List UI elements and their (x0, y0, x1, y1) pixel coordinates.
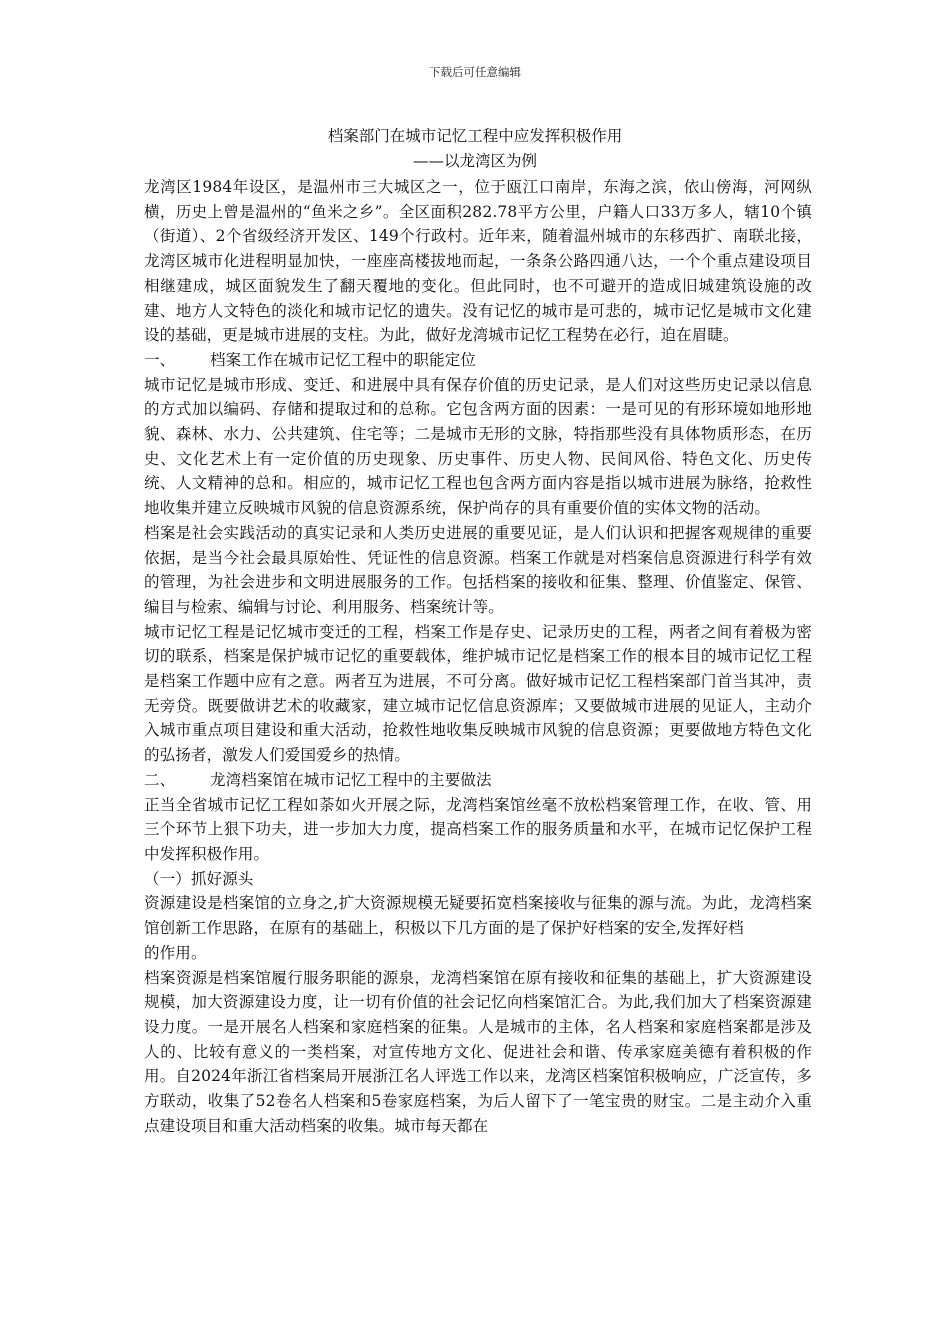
title-block (0, 124, 950, 174)
section-heading (144, 768, 812, 793)
header-note: 下载后可任意编辑 (429, 65, 521, 79)
section-title: 档案工作在城市记忆工程中的职能定位 (210, 350, 477, 369)
document-body (144, 175, 812, 1138)
document-subtitle: ——以龙湾区为例 (412, 152, 537, 170)
section-title: 龙湾档案馆在城市记忆工程中的主要做法 (210, 770, 492, 789)
paragraph: 的作用。 (144, 943, 207, 962)
section-heading (144, 348, 812, 373)
section-number: 二、 (144, 770, 176, 789)
paragraph: 档案资源是档案馆履行服务职能的源泉，龙湾档案馆在原有接收和征集的基础上，扩大资源建设规模，加大资源建设力度，让一切有价值的社会记忆向档案馆汇合。为此,我们加大了档案资源建设力度。一是开展名人档案和家庭档案的征集。人是城市的主体，名人档案和家庭档案都是涉及人的、比较有意义的一类档案，对宣传地方文化、促进社会和谐、传承家庭美德有着积极的作用。自2024年浙江省档案局开展浙江名人评选工作以来，龙湾区档案馆积极响应，广泛宣传，多方联动，收集了52卷名人档案和5卷家庭档案，为后人留下了一笔宝贵的财宝。二是主动介入重点建设项目和重大活动档案的收集。城市每天都在 (144, 968, 812, 1135)
subsection-heading: （一）抓好源头 (144, 869, 254, 888)
paragraph: 资源建设是档案馆的立身之,扩大资源规模无疑要拓宽档案接收与征集的源与流。为此，龙湾档案馆创新工作思路，在原有的基础上，积极以下几方面的是了保护好档案的安全,发挥好档 (144, 894, 812, 938)
paragraph: 档案是社会实践活动的真实记录和人类历史进展的重要见证，是人们认识和把握客观规律的重要依据，是当今社会最具原始性、凭证性的信息资源。档案工作就是对档案信息资源进行科学有效的管理，为社会进步和文明进展服务的工作。包括档案的接收和征集、整理、价值鉴定、保管、编目与检索、编辑与讨论、利用服务、档案统计等。 (144, 523, 812, 616)
paragraph: 城市记忆是城市形成、变迁、和进展中具有保存价值的历史记录，是人们对这些历史记录以信息的方式加以编码、存储和提取过和的总称。它包含两方面的因素：一是可见的有形环境如地形地貌、森林、水力、公共建筑、住宅等；二是城市无形的文脉，特指那些没有具体物质形态，在历史、文化艺术上有一定价值的历史现象、历史事件、历史人物、民间风俗、特色文化、历史传统、人文精神的总和。相应的，城市记忆工程也包含两方面内容是指以城市进展为脉络，抢救性地收集并建立反映城市风貌的信息资源系统，保护尚存的具有重要价值的实体文物的活动。 (144, 375, 812, 518)
paragraph: 正当全省城市记忆工程如荼如火开展之际，龙湾档案馆丝毫不放松档案管理工作，在收、管、用三个环节上狠下功夫，进一步加大力度，提高档案工作的服务质量和水平，在城市记忆保护工程中发挥积极作用。 (144, 795, 812, 863)
section-number: 一、 (144, 350, 176, 369)
document-title: 档案部门在城市记忆工程中应发挥积极作用 (327, 127, 623, 145)
paragraph: 城市记忆工程是记忆城市变迁的工程，档案工作是存史、记录历史的工程，两者之间有着极为密切的联系，档案是保护城市记忆的重要载体，维护城市记忆是档案工作的根本目的城市记忆工程是档案工作题中应有之意。两者互为进展，不可分离。做好城市记忆工程档案部门首当其冲，责无旁贷。既要做讲艺术的收藏家，建立城市记忆信息资源库；又要做城市进展的见证人，主动介入城市重点项目建设和重大活动，抢救性地收集反映城市风貌的信息资源；更要做地方特色文化的弘扬者，激发人们爱国爱乡的热情。 (144, 622, 812, 765)
paragraph: 龙湾区1984年设区，是温州市三大城区之一，位于瓯江口南岸，东海之滨，依山傍海，河网纵横，历史上曾是温州的“鱼米之乡”。全区面积282.78平方公里，户籍人口33万多人，辖10个镇（街道）、2个省级经济开发区、149个行政村。近年来，随着温州城市的东移西扩、南联北接，龙湾区城市化进程明显加快，一座座高楼拔地而起，一条条公路四通八达，一个个重点建设项目相继建成，城区面貌发生了翻天覆地的变化。但此同时，也不可避开的造成旧城建筑设施的改建、地方人文特色的淡化和城市记忆的遗失。没有记忆的城市是可悲的，城市记忆是城市文化建设的基础，更是城市进展的支柱。为此，做好龙湾城市记忆工程势在必行，迫在眉睫。 (144, 178, 812, 345)
